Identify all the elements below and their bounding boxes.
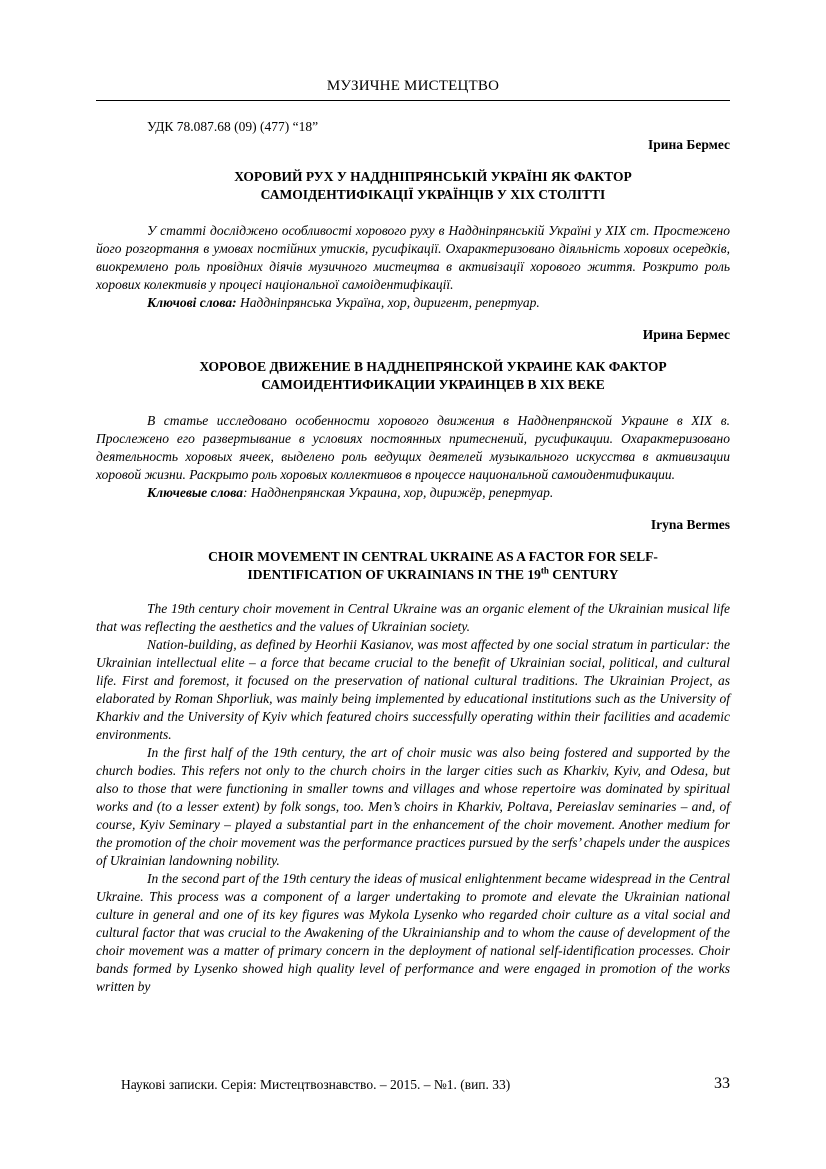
- title-english-sup: th: [540, 565, 549, 576]
- title-english: [96, 548, 730, 584]
- author-english: Iryna Bermes: [650, 517, 730, 532]
- keywords-text-russian: : Надднепрянская Украина, хор, дирижёр, репертуар.: [242, 485, 554, 500]
- body-paragraph-3: In the first half of the 19th century, the art of choir music was also being fostered and supported by the church bodies. This refers not only to the church choirs in the larger cities such as Kharkiv, Kyiv, and Odesa, but also to those that were functioning in smaller towns and villages and whose repertoire was dominated by spiritual works and (to a lesser extent) by folk songs, too. Men’s choirs in Kharkiv, Poltava, Pereiaslav seminaries – and, of course, Kyiv Seminary – played a substantial part in the enhancement of the choir movement. Another medium for the promotion of the choir movement was the performance practices pursued by the serfs’ chapels under the auspices of Ukrainian landowning nobility.: [96, 745, 730, 868]
- keywords-russian: [96, 484, 730, 502]
- body-paragraph-1: The 19th century choir movement in Central Ukraine was an organic element of the Ukrainian musical life that was reflecting the aesthetics and the values of Ukrainian society.: [96, 601, 730, 634]
- page-number: 33: [714, 1075, 730, 1092]
- title-english-end: CENTURY: [548, 567, 619, 582]
- running-title: МУЗИЧНЕ МИСТЕЦТВО: [326, 78, 500, 94]
- body-paragraph-2: Nation-building, as defined by Heorhii Kasianov, was most affected by one social stratum in particular: the Ukrainian intellectual elite – a force that became crucial to the benefit of Ukrainian social, political, and cultural life. First and foremost, it focused on the preservation of national cultural traditions. The Ukrainian Project, as elaborated by Roman Shporliuk, was mainly being implemented by educational institutions such as the University of Kharkiv and the University of Kyiv which featured choirs successfully operating within their facilities and academic environments.: [96, 637, 730, 742]
- title-ukrainian: ХОРОВИЙ РУХ У НАДДНІПРЯНСЬКІЙ УКРАЇНІ ЯК ФАКТОР САМОІДЕНТИФІКАЦІЇ УКРАЇНЦІВ У ХІХ СТОЛІТТІ: [234, 169, 632, 202]
- title-russian: ХОРОВОЕ ДВИЖЕНИЕ В НАДДНЕПРЯНСКОЙ УКРАИНЕ КАК ФАКТОР САМОИДЕНТИФИКАЦИИ УКРАИНЦЕВ В ХІХ ВЕКЕ: [199, 359, 667, 392]
- abstract-ukrainian: У статті досліджено особливості хорового руху в Наддніпрянській Україні у ХІХ ст. Простежено його розгортання в умовах постійних утисків, русифікації. Охарактеризовано діяльність хорових осередків, виокремлено роль провідних діячів музичного мистецтва в активізації хорового життя. Розкрито роль хорових колективів у процесі національної самоідентифікації.: [96, 223, 730, 292]
- article-content: [96, 118, 730, 996]
- udk-code: УДК 78.087.68 (09) (477) “18”: [147, 119, 319, 134]
- journal-page: [96, 0, 730, 1169]
- keywords-ukrainian: [96, 294, 730, 312]
- keywords-label-russian: Ключевые слова: [147, 485, 243, 500]
- author-ukrainian: Ірина Бермес: [647, 137, 730, 152]
- body-paragraph-4: In the second part of the 19th century the ideas of musical enlightenment became widespread in the Central Ukraine. This process was a component of a larger undertaking to promote and elevate the Ukrainian national culture in general and one of its key figures was Mykola Lysenko who regarded choir culture as a vital social and cultural factor that was crucial to the Awakening of the Ukrainianship and to whom the cause of development of the choir movement was a matter of primary concern in the deployment of national self-identification processes. Choir bands formed by Lysenko showed high quality level of performance and were engaged in promotion of the works written by: [96, 871, 730, 994]
- title-english-main: CHOIR MOVEMENT IN CENTRAL UKRAINE AS A FACTOR FOR SELF-IDENTIFICATION OF UKRAINIANS IN THE 19: [208, 549, 658, 582]
- keywords-label-ukrainian: Ключові слова:: [147, 295, 237, 310]
- header-rule: [96, 100, 730, 101]
- abstract-russian: В статье исследовано особенности хорового движения в Надднепрянской Украине в ХІХ в. Прослежено его развертывание в условиях постоянных притеснений, русификации. Охарактеризовано деятельность хоровых ячеек, выделено роль ведущих деятелей музыкального искусства в активизации хоровой жизни. Раскрыто роль хоровых коллективов в процессе национальной самоидентификации.: [96, 413, 730, 482]
- author-russian: Ирина Бермес: [642, 327, 730, 342]
- journal-citation: Наукові записки. Серія: Мистецтвознавство. – 2015. – №1. (вип. 33): [121, 1077, 511, 1092]
- keywords-text-ukrainian: Наддніпрянська Україна, хор, диригент, репертуар.: [236, 295, 540, 310]
